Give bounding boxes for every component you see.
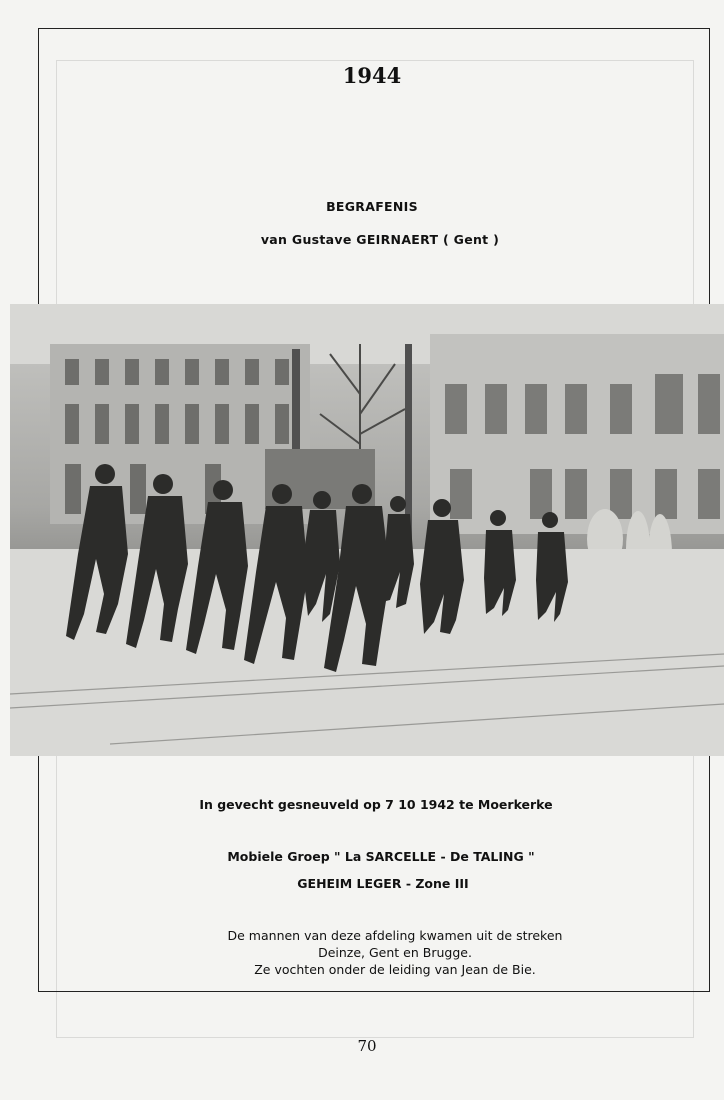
caption-group: Mobiele Groep " La SARCELLE - De TALING " — [227, 849, 535, 864]
photo-funeral-march — [10, 304, 724, 756]
caption-army: GEHEIM LEGER - Zone III — [297, 876, 469, 891]
caption-fallen: In gevecht gesneuveld op 7 10 1942 te Moerkerke — [199, 797, 553, 812]
page-title: BEGRAFENIS — [326, 199, 418, 214]
page-number: 70 — [357, 1037, 377, 1055]
body-line: De mannen van deze afdeling kwamen uit de streken — [227, 928, 563, 943]
body-line: Ze vochten onder de leiding van Jean de Bie. — [254, 962, 536, 977]
page-subtitle: van Gustave GEIRNAERT ( Gent ) — [260, 232, 500, 247]
body-text — [0, 927, 724, 978]
year-heading: 1944 — [342, 63, 402, 88]
photo-illustration — [10, 304, 724, 756]
body-line: Deinze, Gent en Brugge. — [318, 945, 472, 960]
